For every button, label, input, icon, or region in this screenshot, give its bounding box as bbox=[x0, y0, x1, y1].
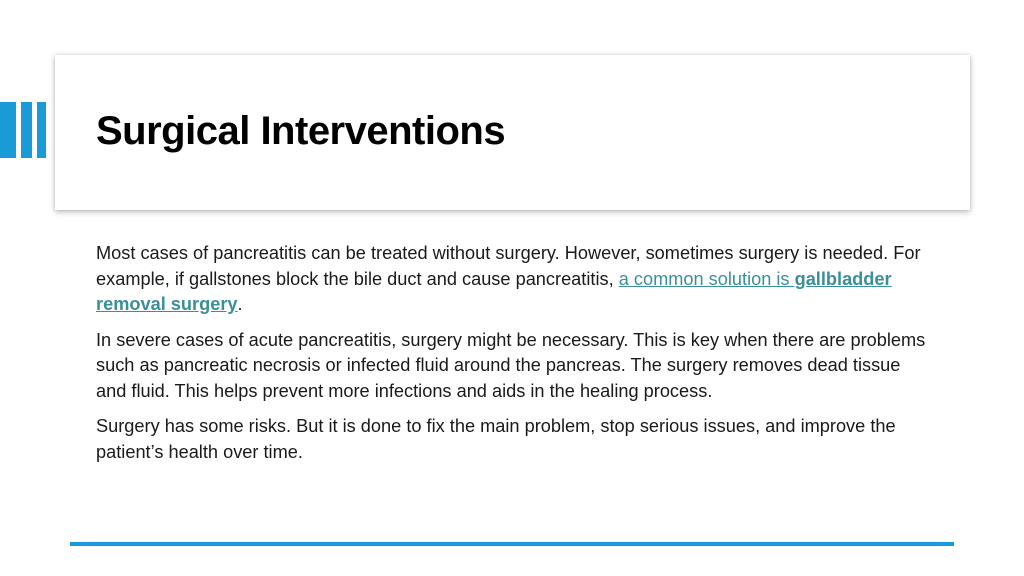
slide-body bbox=[96, 241, 926, 475]
bottom-rule bbox=[70, 542, 954, 546]
paragraph-severe-cases: In severe cases of acute pancreatitis, surgery might be necessary. This is key when there are problems such as pancreatic necrosis or infected fluid around the pancreas. The surgery removes dead tissue and fluid. This helps prevent more infections and aids in the healing process. bbox=[96, 329, 926, 401]
link-text: a common solution is bbox=[618, 268, 795, 289]
accent-bar bbox=[37, 102, 46, 158]
paragraph-surgery-risks: Surgery has some risks. But it is done to fix the main problem, stop serious issues, and improve the patient’s health over time. bbox=[96, 416, 896, 462]
link-bold-text: gallbladder removal surgery bbox=[96, 268, 892, 314]
accent-bar bbox=[0, 102, 16, 158]
slide-title: Surgical Interventions bbox=[96, 109, 506, 153]
accent-bar bbox=[21, 102, 32, 158]
paragraph-surgery-needed bbox=[96, 241, 926, 318]
accent-bars bbox=[0, 102, 46, 158]
paragraph-text: Most cases of pancreatitis can be treated without surgery. However, sometimes surgery is needed. For example, if gallstones block the bile duct and cause pancreatitis, bbox=[96, 243, 921, 289]
paragraph-end: . bbox=[237, 294, 243, 314]
